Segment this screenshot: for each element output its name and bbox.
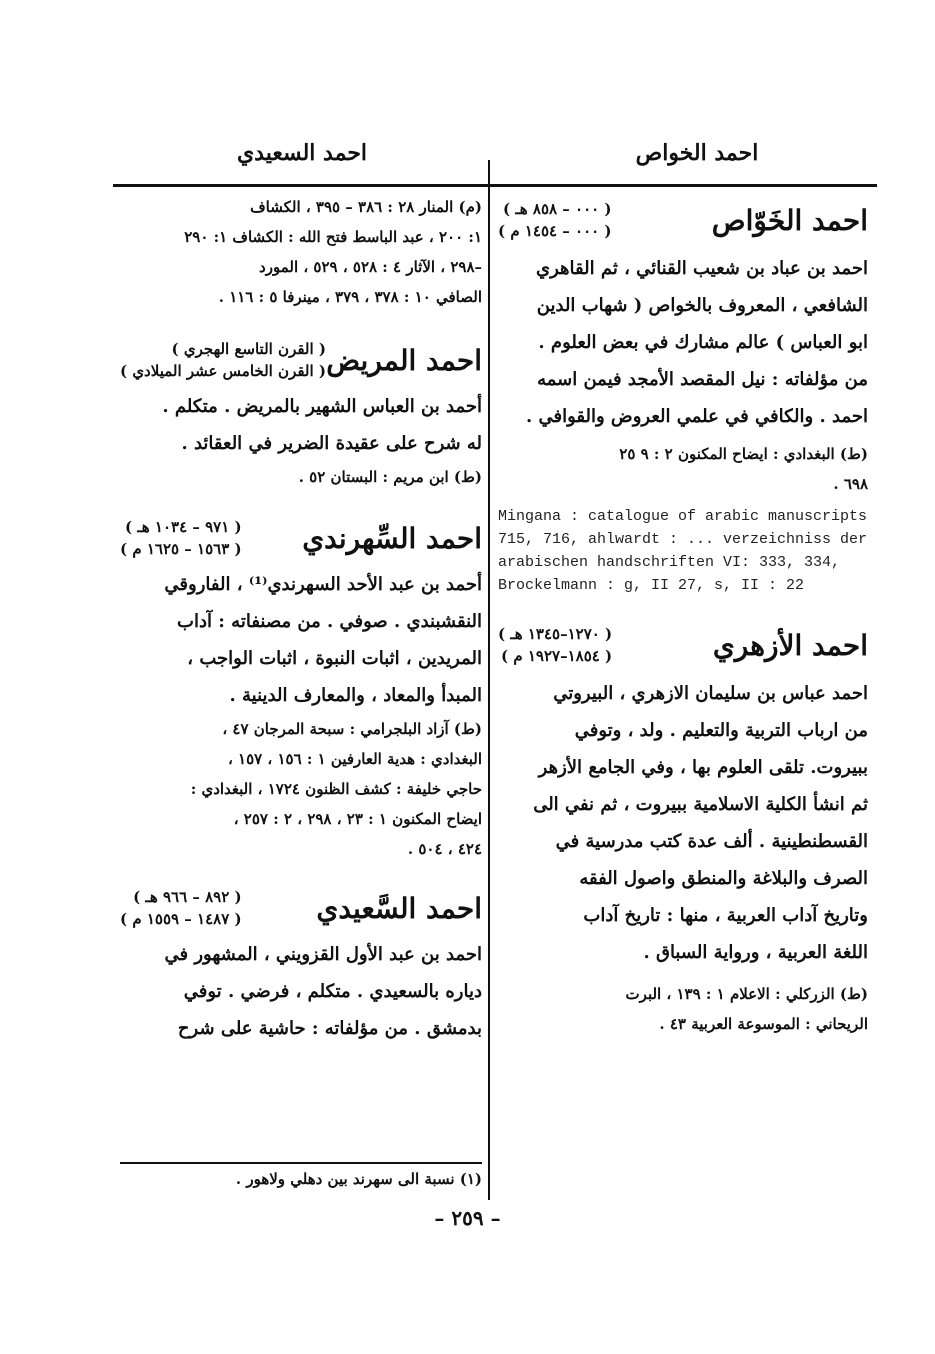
- ref-line: الصافي ١٠ : ٣٧٨ ، ٣٧٩ ، مينرفا ٥ : ١١٦ .: [218, 288, 482, 306]
- entry-title: احمد المريض: [326, 343, 482, 377]
- date-hijri: ( ٠٠٠ – ٨٥٨ هـ ): [503, 200, 612, 218]
- body-line: الشافعي ، المعروف بالخواص ( شهاب الدين: [536, 295, 868, 316]
- ref-line: (ط) ابن مريم : البستان ٥٢ .: [298, 468, 482, 486]
- entry-ahmad-al-khawwas: [498, 198, 868, 597]
- body-line: احمد بن عبد الأول القزويني ، المشهور في: [164, 944, 482, 965]
- entry-ahmad-al-azhari: [498, 623, 868, 1039]
- ref-line: البغدادي : هدية العارفين ١ : ١٥٦ ، ١٥٧ ،: [227, 750, 482, 768]
- header-rule: [113, 184, 877, 187]
- date-hijri: ( القرن التاسع الهجري ): [171, 340, 326, 358]
- date-gregorian: ( ٠٠٠ – ١٤٥٤ م ): [498, 222, 612, 240]
- date-gregorian: ( ١٤٨٧ – ١٥٥٩ م ): [120, 910, 242, 928]
- body-line: بدمشق . من مؤلفاته : حاشية على شرح: [177, 1018, 482, 1039]
- entry-references: [120, 462, 482, 492]
- latin-references: Mingana : catalogue of arabic manuscripts 715, 716, ahlwardt : ... verzeichniss der arabischen handschriften VI: 333, 334, Brockelmann : g, II 27, s, II : 22: [498, 508, 868, 594]
- ref-line: (م) المنار ٢٨ : ٣٨٦ – ٣٩٥ ، الكشاف: [250, 198, 482, 216]
- entry-body: [498, 250, 868, 435]
- ref-line: ٦٩٨ .: [833, 475, 868, 493]
- entry-dates: [120, 886, 242, 930]
- entry-references: [120, 714, 482, 864]
- footnote-rule: [120, 1162, 482, 1164]
- body-line: اللغة العربية ، ورواية السباق .: [643, 942, 868, 963]
- continued-references: [120, 192, 482, 312]
- body-line: أحمد بن العباس الشهير بالمريض . متكلم .: [162, 396, 482, 417]
- body-line: احمد . والكافي في علمي العروض والقوافي .: [525, 406, 868, 427]
- ref-line: –٢٩٨ ، الآثار ٤ : ٥٢٨ ، ٥٢٩ ، المورد: [259, 258, 482, 276]
- entry-heading: [498, 198, 868, 242]
- body-line: المريدين ، اثبات النبوة ، اثبات الواجب ،: [187, 648, 482, 669]
- ref-line: الريحاني : الموسوعة العربية ٤٣ .: [659, 1015, 868, 1033]
- body-line: ابو العباس ) عالم مشارك في بعض العلوم .: [538, 332, 868, 353]
- body-line: دياره بالسعيدي . متكلم ، فرضي . توفي: [183, 981, 482, 1002]
- ref-line: ايضاح المكنون ١ : ٢٣ ، ٢٩٨ ، ٢ : ٢٥٧ ،: [233, 810, 482, 828]
- entry-ahmad-al-sihrindi: [120, 516, 482, 864]
- body-line: النقشبندي . صوفي . من مصنفاته : آداب: [177, 611, 482, 632]
- body-line: احمد عباس بن سليمان الازهري ، البيروتي: [553, 683, 868, 704]
- page-number: – ٢٥٩ –: [434, 1206, 501, 1230]
- entry-heading: [120, 338, 482, 382]
- body-line: من مؤلفاته : نيل المقصد الأمجد فيمن اسمه: [537, 369, 868, 390]
- running-header-right: احمد الخواص: [635, 140, 759, 166]
- body-line: القسطنطينية . ألف عدة كتب مدرسية في: [555, 831, 868, 852]
- entry-dates: [498, 198, 612, 242]
- entry-title: احمد الخَوّاص: [711, 203, 868, 237]
- ref-line: (ط) آزاد البلجرامي : سبحة المرجان ٤٧ ،: [222, 720, 482, 738]
- body-line: الصرف والبلاغة والمنطق واصول الفقه: [579, 868, 868, 889]
- date-gregorian: ( ١٨٥٤–١٩٢٧ م ): [501, 647, 613, 665]
- date-hijri: ( ١٢٧٠–١٣٤٥ هـ ): [498, 625, 613, 643]
- right-column: [498, 188, 868, 1039]
- left-column: [120, 188, 482, 1047]
- ref-line: ٤٢٤ ، ٥٠٤ .: [407, 840, 482, 858]
- ref-line: ١: ٢٠٠ ، عبد الباسط فتح الله : الكشاف ١: ٢٩٠: [184, 228, 482, 246]
- entry-ahmad-al-marid: [120, 338, 482, 492]
- date-gregorian: ( القرن الخامس عشر الميلادي ): [120, 362, 326, 380]
- entry-heading: [120, 886, 482, 930]
- entry-body: [120, 388, 482, 462]
- entry-references: [498, 979, 868, 1039]
- body-line: المبدأ والمعاد ، والمعارف الدينية .: [229, 685, 482, 706]
- body-line: ثم انشأ الكلية الاسلامية ببيروت ، ثم نفي الى: [533, 794, 868, 815]
- footnote: (١) نسبة الى سهرند بين دهلي ولاهور .: [235, 1170, 482, 1188]
- ref-line: (ط) البغدادي : ايضاح المكنون ٢ : ٩ ٢٥: [619, 445, 868, 463]
- body-line: وتاريخ آداب العربية ، منها : تاريخ آداب: [583, 905, 868, 926]
- date-hijri: ( ٨٩٢ – ٩٦٦ هـ ): [133, 888, 242, 906]
- entry-heading: [498, 623, 868, 667]
- body-line: احمد بن عباد بن شعيب القنائي ، ثم القاهري: [536, 258, 868, 279]
- body-line: أحمد بن عبد الأحد السهرندي⁽¹⁾ ، الفاروقي: [164, 574, 482, 595]
- body-line: ببيروت. تلقى العلوم بها ، وفي الجامع الأزهر: [538, 757, 868, 778]
- date-hijri: ( ٩٧١ – ١٠٣٤ هـ ): [125, 518, 242, 536]
- body-line: له شرح على عقيدة الضرير في العقائد .: [181, 433, 482, 454]
- entry-ahmad-al-saidi: [120, 886, 482, 1047]
- entry-title: احمد السِّهرندي: [302, 521, 482, 555]
- entry-body: [120, 566, 482, 714]
- ref-line: (ط) الزركلي : الاعلام ١ : ١٣٩ ، البرت: [625, 985, 868, 1003]
- entry-dates: [120, 516, 242, 560]
- entry-body: [498, 675, 868, 971]
- entry-title: احمد السَّعيدي: [316, 891, 482, 925]
- running-header-left: احمد السعيدي: [236, 140, 368, 166]
- entry-references: [498, 439, 868, 499]
- body-line: من ارباب التربية والتعليم . ولد ، وتوفي: [574, 720, 868, 741]
- entry-body: [120, 936, 482, 1047]
- entry-dates: [120, 338, 326, 382]
- column-divider: [488, 160, 490, 1200]
- ref-line: حاجي خليفة : كشف الظنون ١٧٢٤ ، البغدادي :: [190, 780, 482, 798]
- date-gregorian: ( ١٥٦٣ – ١٦٢٥ م ): [120, 540, 242, 558]
- entry-heading: [120, 516, 482, 560]
- entry-dates: [498, 623, 612, 667]
- entry-title: احمد الأزهري: [712, 628, 868, 662]
